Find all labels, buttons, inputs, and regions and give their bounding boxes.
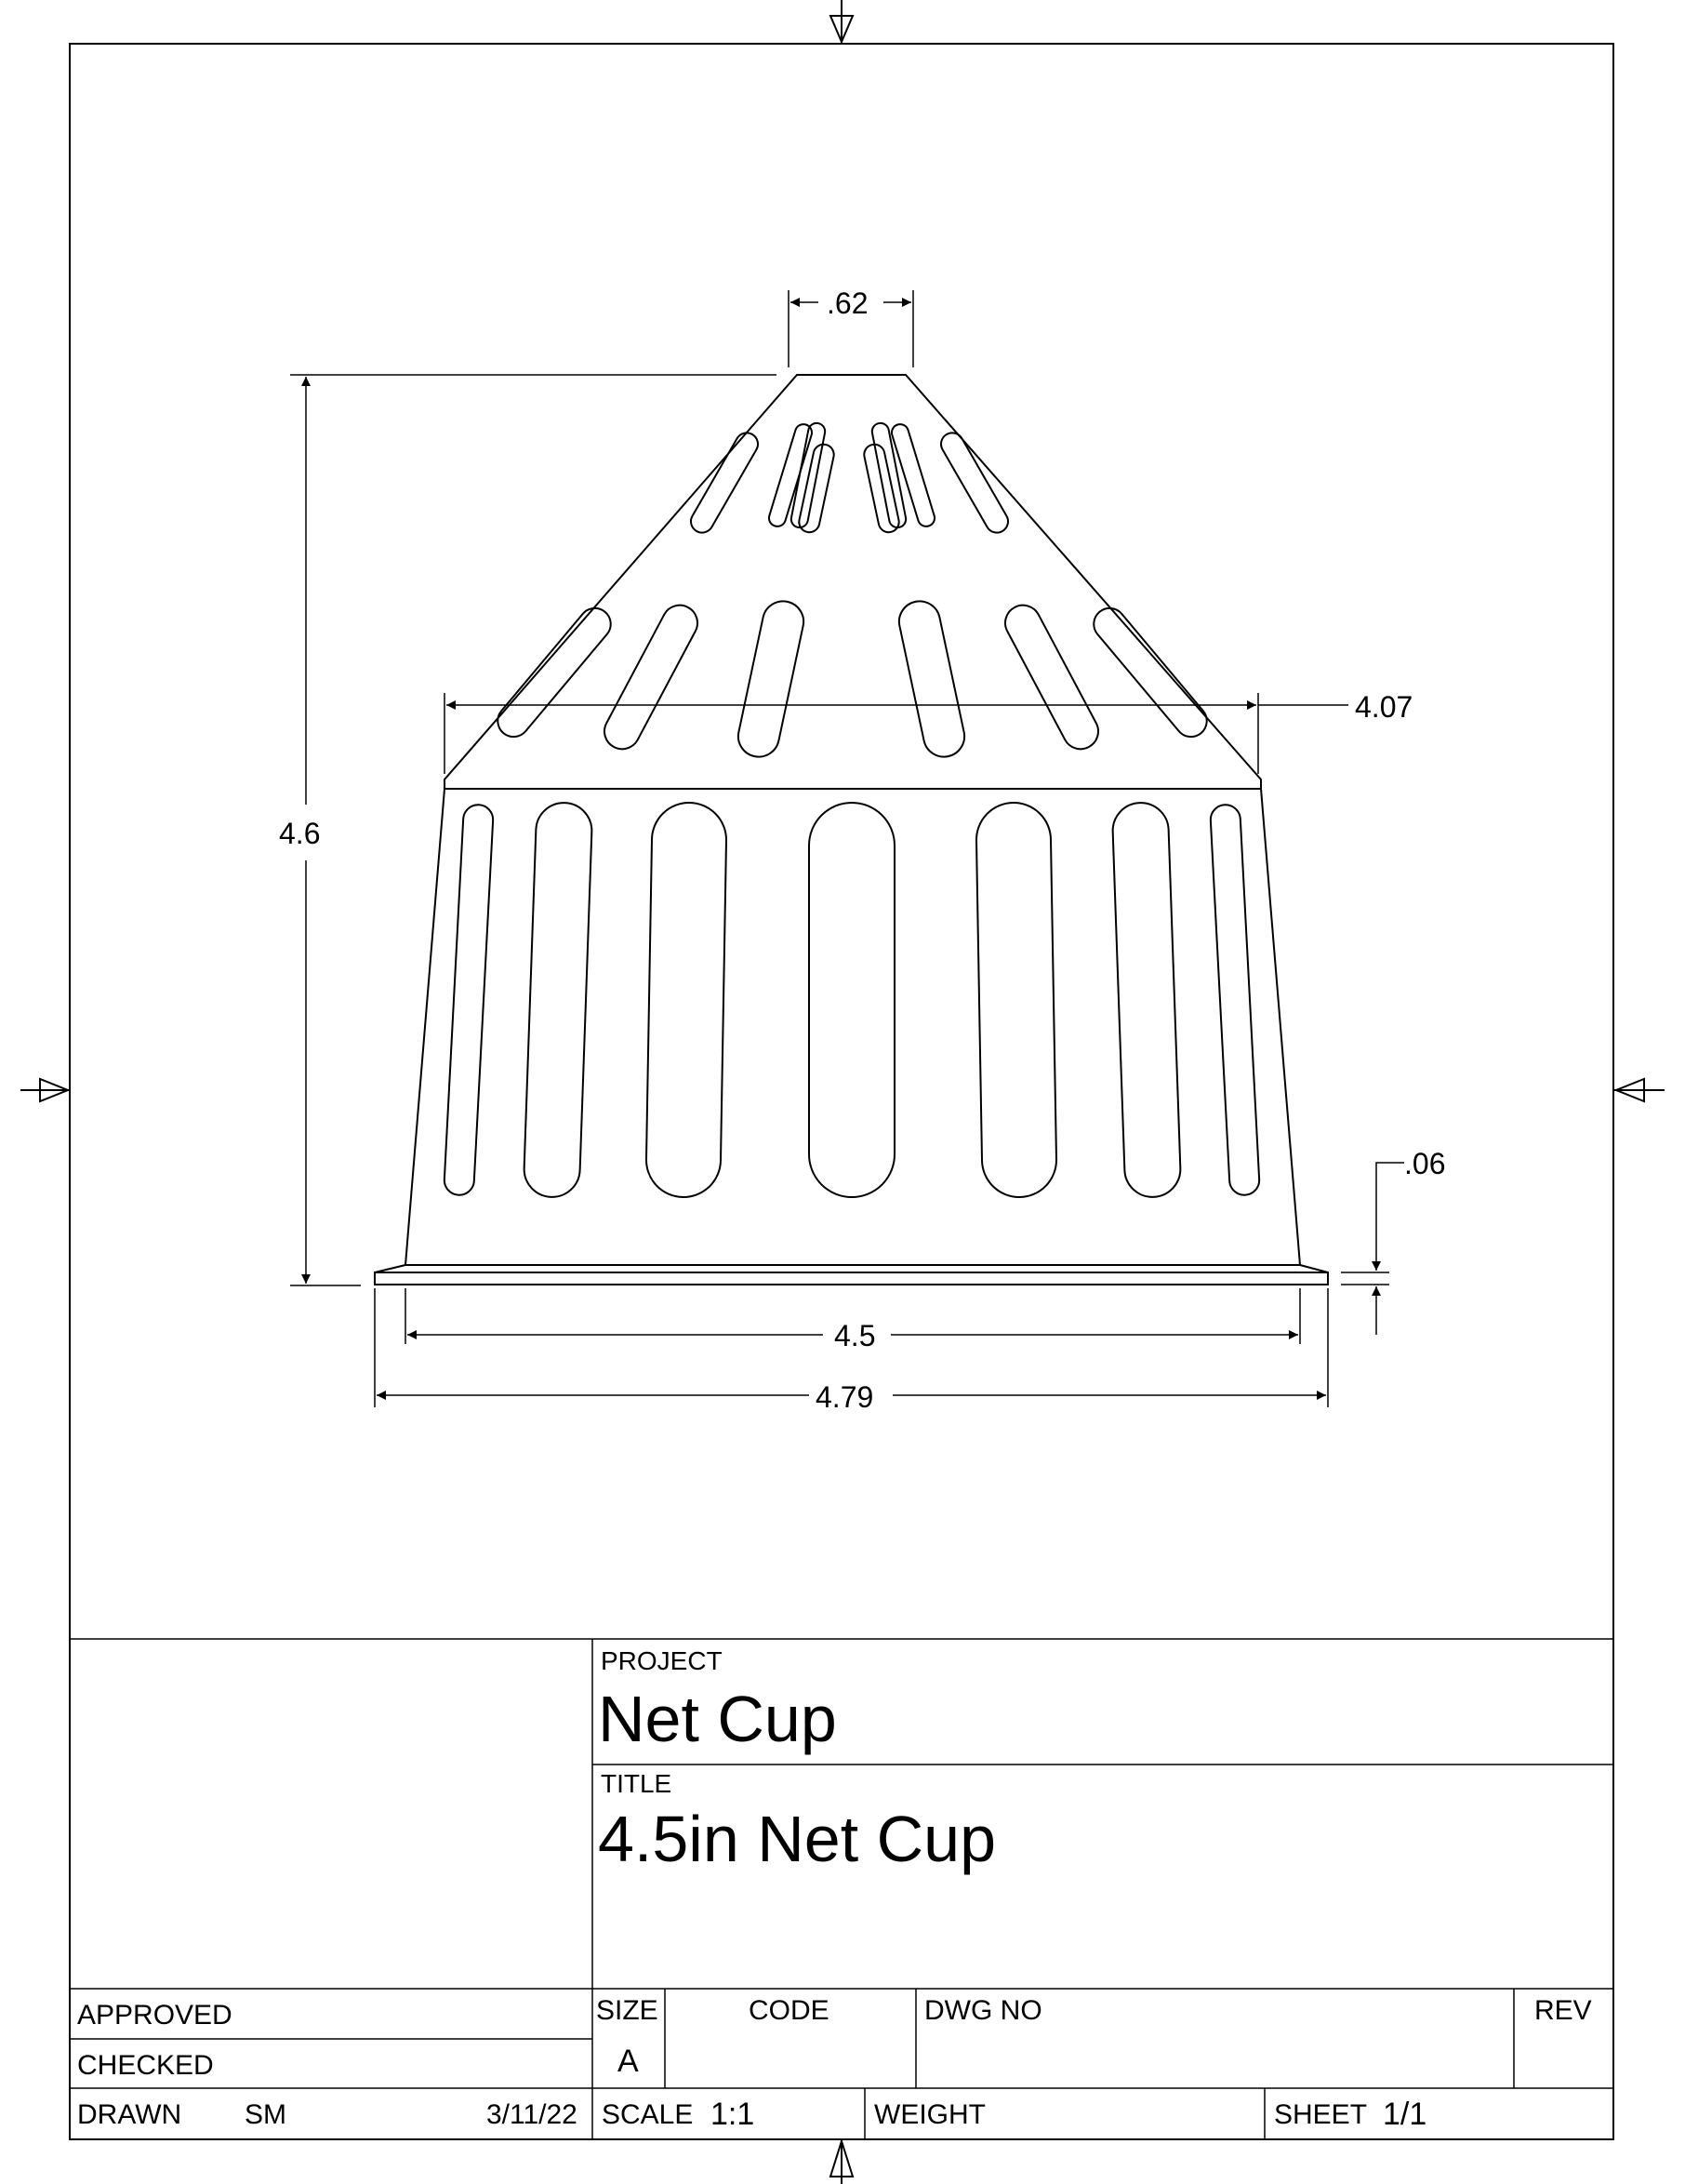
dim-top-width-label: .62 [827,286,869,320]
project-value: Net Cup [598,1683,837,1755]
dim-total-height-label: 4.6 [279,817,321,850]
size-label: SIZE [596,1995,658,2026]
title-label: TITLE [601,1769,672,1798]
drawn-date: 3/11/22 [486,2099,577,2130]
centering-mark-left [20,1079,70,1101]
dwg-no-label: DWG NO [924,1995,1042,2026]
checked-label: CHECKED [77,2050,214,2081]
cup-rim [375,1272,1328,1285]
centering-mark-right [1613,1079,1665,1101]
centering-mark-bottom [830,2139,853,2184]
drawn-by: SM [245,2099,286,2130]
approved-label: APPROVED [77,2000,232,2031]
body-slots [444,802,1260,1198]
dimension-rim-thickness [1341,1163,1404,1335]
sheet-label: SHEET [1274,2099,1368,2130]
net-cup-part [375,375,1328,1285]
dimension-total-height [290,375,776,1285]
sheet-value: 1/1 [1383,2097,1427,2132]
size-value: A [617,2044,639,2079]
upper-cone-slots [687,421,1013,537]
dimension-shoulder-width [444,693,1348,774]
code-label: CODE [749,1995,829,2026]
project-label: PROJECT [601,1646,723,1675]
dim-body-width-label: 4.5 [834,1319,876,1352]
scale-value: 1:1 [710,2097,755,2132]
cup-cone-outline [444,375,1261,789]
rev-label: REV [1534,1995,1592,2026]
scale-label: SCALE [602,2099,694,2130]
title-value: 4.5in Net Cup [598,1803,997,1875]
centering-mark-top [830,0,853,44]
dim-shoulder-width-label: 4.07 [1355,690,1413,724]
dim-rim-width-label: 4.79 [816,1380,874,1414]
dim-rim-thickness-label: .06 [1404,1147,1446,1180]
title-block-grid [70,1639,1613,2139]
drawn-label: DRAWN [77,2099,182,2130]
weight-label: WEIGHT [874,2099,986,2130]
lower-cone-slots [491,597,1213,760]
